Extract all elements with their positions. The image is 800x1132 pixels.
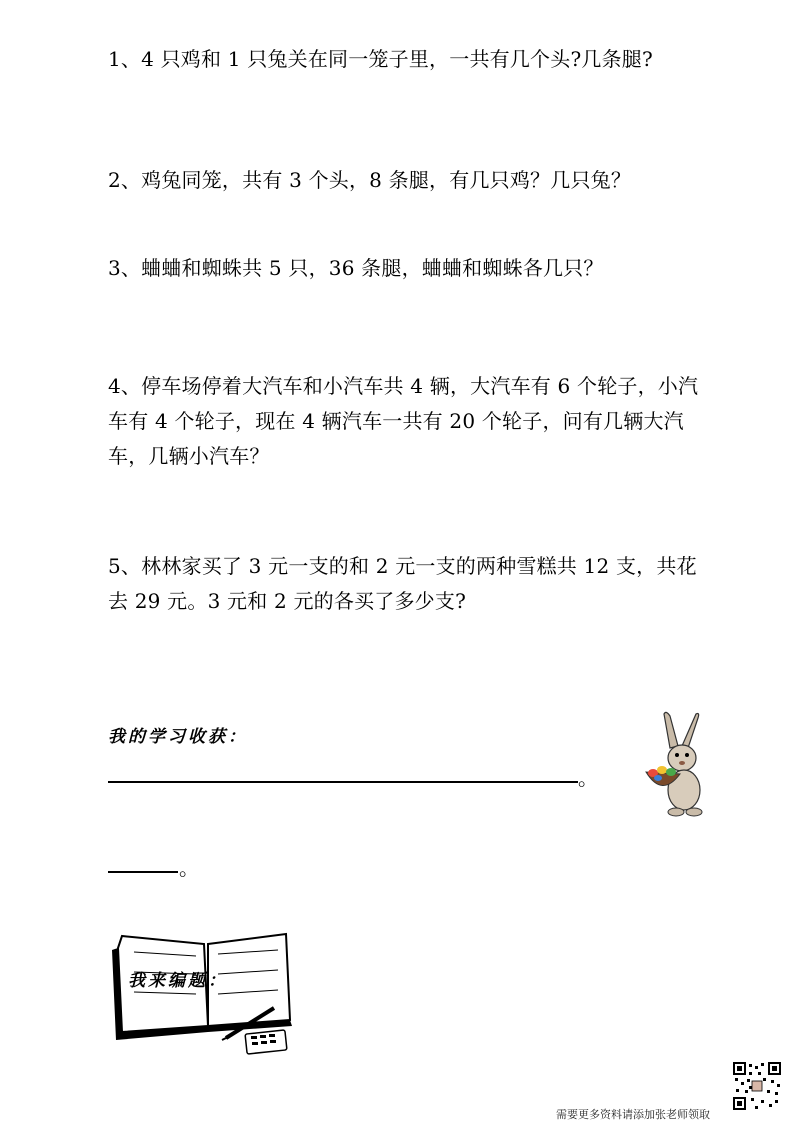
harvest-answer-line-2 <box>108 871 178 873</box>
rabbit-with-eggs-illustration <box>640 708 720 818</box>
footer-note: 需要更多资料请添加张老师领取 <box>556 1108 710 1121</box>
qr-code-image <box>733 1062 781 1110</box>
notebook-illustration <box>108 928 308 1058</box>
question-5: 5、林林家买了 3 元一支的和 2 元一支的两种雪糕共 12 支，共花去 29 元。3 元和 2 元的各买了多少支? <box>108 554 697 613</box>
harvest-line-1-end: 。 <box>578 766 598 790</box>
compose-title: 我来编题： <box>128 971 228 991</box>
harvest-line-2-end: 。 <box>179 856 199 880</box>
question-1: 1、4 只鸡和 1 只兔关在同一笼子里，一共有几个头?几条腿? <box>108 47 653 71</box>
question-2: 2、鸡兔同笼，共有 3 个头，8 条腿，有几只鸡？几只兔？ <box>108 168 632 192</box>
question-4: 4、停车场停着大汽车和小汽车共 4 辆，大汽车有 6 个轮子，小汽车有 4 个轮子，现在 4 辆汽车一共有 20 个轮子，问有几辆大汽车，几辆小汽车？ <box>108 374 699 468</box>
harvest-title: 我的学习收获： <box>108 727 248 747</box>
harvest-answer-line-1 <box>108 781 578 783</box>
question-3: 3、蛐蛐和蜘蛛共 5 只，36 条腿，蛐蛐和蜘蛛各几只？ <box>108 256 604 280</box>
